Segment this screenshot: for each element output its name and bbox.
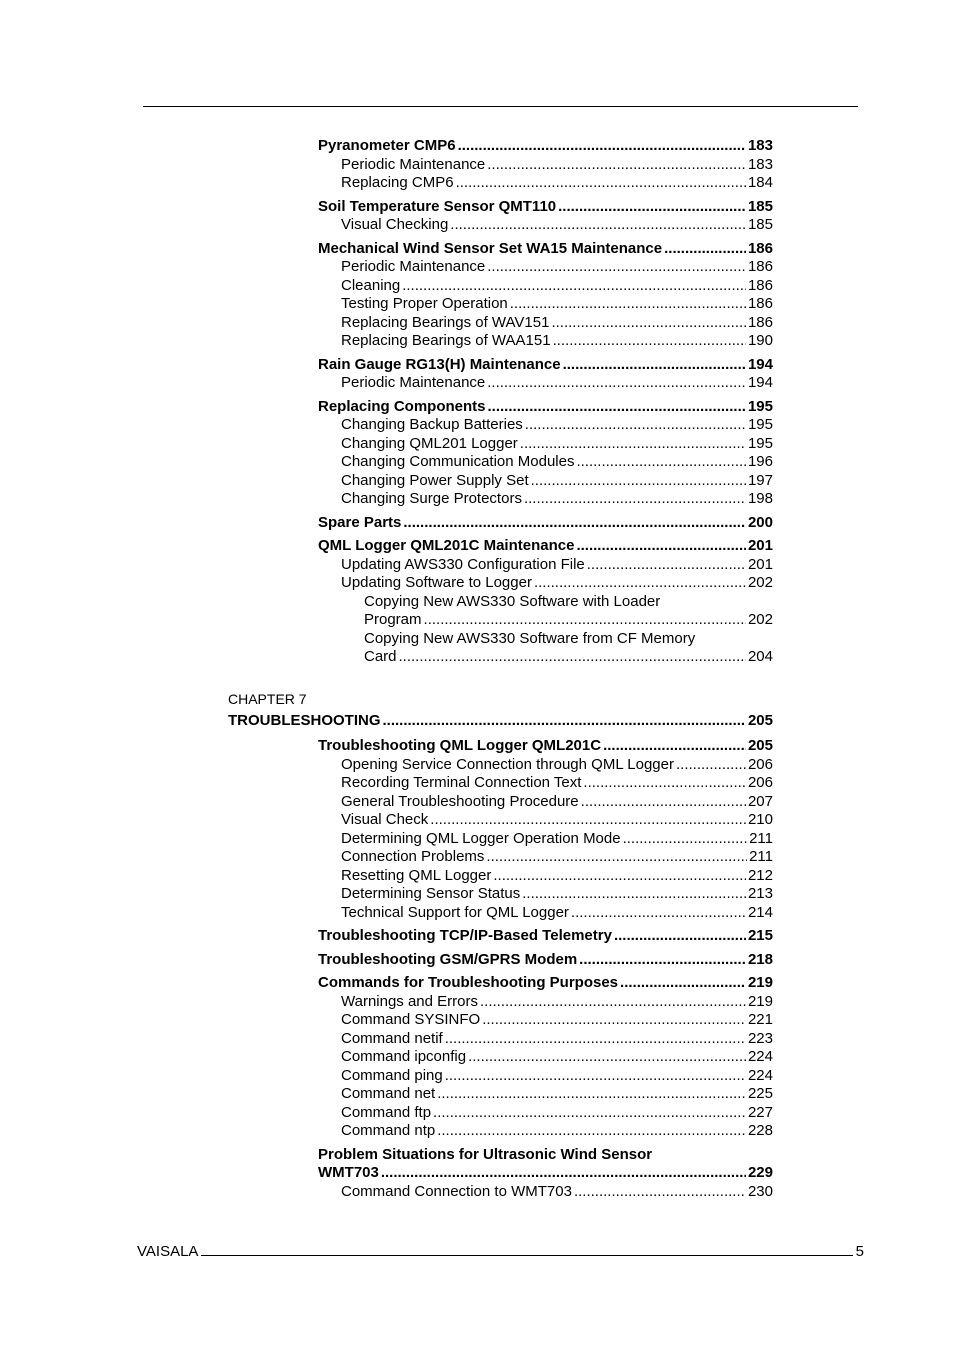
entry-title: Command ipconfig [341,1048,467,1065]
dot-leader [402,277,746,295]
dot-leader [430,811,746,829]
entry-title: Changing Backup Batteries [341,416,523,433]
entry-title: Technical Support for QML Logger [341,903,569,921]
entry-page: 229 [747,1164,773,1181]
dot-leader [587,556,746,574]
toc-section-line: Problem Situations for Ultrasonic Wind Sensor [318,1145,653,1163]
toc-section[interactable] [318,927,773,945]
toc-subsection[interactable] [341,774,773,792]
dot-leader [510,295,746,313]
dot-leader [488,398,746,416]
entry-title: Changing Surge Protectors [341,490,522,507]
entry-title: Visual Check [341,811,429,828]
dot-leader [551,314,746,332]
entry-page: 185 [747,197,773,215]
dot-leader [383,712,746,730]
dot-leader [524,490,746,508]
dot-leader [574,1183,746,1201]
toc-chapter[interactable] [228,712,773,730]
entry-page: 221 [747,1011,773,1028]
toc-subsection[interactable] [341,556,773,574]
entry-title: Determining QML Logger Operation Mode [341,829,621,847]
entry-page: 211 [749,829,773,847]
entry-title: Troubleshooting QML Logger QML201C [318,737,602,754]
toc-subsection[interactable] [341,1030,773,1048]
dot-leader [603,737,746,755]
toc-subsection[interactable] [341,453,773,471]
entry-page: 195 [747,416,773,433]
dot-leader [583,774,746,792]
entry-page: 195 [747,397,773,415]
dot-leader [664,240,746,258]
dot-leader [437,1122,746,1140]
toc-subsection[interactable] [341,277,773,295]
dot-leader [403,514,746,532]
entry-page: 213 [747,885,773,902]
entry-page: 202 [747,611,773,628]
entry-title: Spare Parts [318,513,402,531]
toc-section[interactable] [318,974,773,992]
toc-subsection[interactable] [341,1048,773,1066]
entry-title: Resetting QML Logger [341,866,492,884]
entry-page: 230 [747,1182,773,1200]
entry-title: Command ntp [341,1122,436,1139]
entry-page: 227 [747,1103,773,1121]
entry-page: 183 [747,155,773,173]
toc-section[interactable] [318,514,773,532]
toc-subsection[interactable] [341,435,773,453]
entry-page: 218 [747,950,773,968]
toc-subsection[interactable] [341,793,773,811]
dot-leader [433,1104,746,1122]
dot-leader [381,1164,746,1182]
dot-leader [445,1030,746,1048]
entry-page: 219 [747,974,773,991]
entry-page: 202 [747,574,773,591]
dot-leader [468,1048,746,1066]
toc-section[interactable] [318,198,773,216]
toc-section[interactable] [318,137,773,155]
toc-subsection[interactable] [341,1183,773,1201]
entry-title: Cleaning [341,276,401,294]
chapter-label: CHAPTER 7 [228,691,307,707]
toc-subsection[interactable] [341,216,773,234]
dot-leader [486,848,747,866]
entry-page: 195 [747,434,773,452]
entry-page: 224 [747,1048,773,1065]
toc-subsection[interactable] [341,472,773,490]
toc-section[interactable] [318,398,773,416]
toc-subsection[interactable] [341,1067,773,1085]
entry-title: Warnings and Errors [341,992,478,1010]
dot-leader [676,756,746,774]
toc-subsection[interactable] [341,416,773,434]
dot-leader [525,416,746,434]
entry-page: 205 [747,712,773,729]
entry-title: Troubleshooting GSM/GPRS Modem [318,950,578,968]
entry-title: Replacing Bearings of WAA151 [341,332,551,349]
dot-leader [531,472,746,490]
entry-title: Periodic Maintenance [341,155,486,173]
entry-title: Mechanical Wind Sensor Set WA15 Maintenance [318,239,663,257]
entry-title: Updating AWS330 Configuration File [341,555,585,573]
dot-leader [534,574,746,592]
entry-page: 214 [747,903,773,921]
toc-section[interactable] [318,951,773,969]
dot-leader [576,537,746,555]
entry-page: 186 [747,276,773,294]
dot-leader [579,951,746,969]
toc-section[interactable] [318,737,773,755]
entry-title: Changing Communication Modules [341,453,575,470]
toc-section[interactable] [318,1164,773,1182]
entry-title: Troubleshooting TCP/IP-Based Telemetry [318,927,612,944]
entry-title: Rain Gauge RG13(H) Maintenance [318,355,561,373]
entry-title: Changing QML201 Logger [341,434,518,452]
dot-leader [623,830,747,848]
entry-page: 184 [747,174,773,191]
entry-page: 225 [747,1085,773,1102]
dot-leader [487,258,746,276]
dot-leader [581,793,746,811]
entry-title: TROUBLESHOOTING [228,712,381,729]
entry-page: 206 [747,755,773,773]
footer-brand: VAISALA [137,1243,199,1260]
entry-title: Commands for Troubleshooting Purposes [318,974,619,991]
entry-title: Opening Service Connection through QML Logger [341,755,674,773]
toc-subsubsection-line: Copying New AWS330 Software from CF Memory [364,629,696,647]
entry-title: Command net [341,1085,436,1102]
entry-title: Program [364,611,422,628]
entry-title: General Troubleshooting Procedure [341,792,579,810]
dot-leader [493,867,746,885]
entry-title: Command netif [341,1029,443,1047]
toc-subsection[interactable] [341,993,773,1011]
entry-page: 228 [747,1122,773,1139]
entry-title: Command Connection to WMT703 [341,1182,572,1200]
dot-leader [437,1085,746,1103]
dot-leader [487,374,746,392]
toc-subsection[interactable] [341,1122,773,1140]
entry-page: 219 [747,992,773,1010]
toc-subsection[interactable] [341,867,773,885]
entry-page: 186 [747,258,773,275]
dot-leader [571,904,746,922]
dot-leader [480,993,746,1011]
entry-page: 194 [747,374,773,391]
dot-leader [620,974,746,992]
dot-leader [424,611,746,629]
entry-page: 215 [747,927,773,944]
dot-leader [399,648,746,666]
entry-page: 190 [747,332,773,349]
entry-page: 186 [747,313,773,331]
entry-title: Command SYSINFO [341,1011,481,1028]
entry-page: 185 [747,216,773,233]
entry-page: 212 [747,866,773,884]
toc-subsection[interactable] [341,295,773,313]
entry-page: 186 [747,295,773,312]
dot-leader [487,156,746,174]
dot-leader [563,356,746,374]
toc-subsubsection-line: Copying New AWS330 Software with Loader [364,592,661,610]
toc-section[interactable] [318,240,773,258]
entry-title: Recording Terminal Connection Text [341,774,582,791]
entry-title: Changing Power Supply Set [341,471,529,489]
dot-leader [614,927,746,945]
entry-title: Replacing Components [318,397,486,415]
toc-subsection[interactable] [341,1104,773,1122]
entry-page: 204 [747,648,773,665]
dot-leader [553,332,746,350]
dot-leader [458,137,746,155]
entry-title: Visual Checking [341,216,449,233]
toc-subsection[interactable] [341,490,773,508]
entry-page: 206 [747,774,773,791]
toc-subsection[interactable] [341,1085,773,1103]
header-rule [143,106,858,107]
dot-leader [450,216,746,234]
toc-subsection[interactable] [341,848,773,866]
entry-title: QML Logger QML201C Maintenance [318,537,575,554]
entry-title: Replacing CMP6 [341,174,454,191]
page-footer [137,1241,864,1259]
entry-page: 201 [747,555,773,573]
toc-subsubsection[interactable] [364,648,773,666]
entry-page: 205 [747,737,773,754]
entry-page: 207 [747,792,773,810]
entry-title: Testing Proper Operation [341,295,508,312]
entry-page: 211 [749,848,773,865]
toc-section[interactable] [318,356,773,374]
entry-title: Periodic Maintenance [341,258,486,275]
entry-title: WMT703 [318,1164,379,1181]
toc-section[interactable] [318,537,773,555]
entry-title: Periodic Maintenance [341,374,486,391]
entry-page: 186 [747,239,773,257]
entry-page: 210 [747,811,773,828]
dot-leader [522,885,746,903]
entry-page: 198 [747,490,773,507]
entry-title: Replacing Bearings of WAV151 [341,313,550,331]
entry-title: Updating Software to Logger [341,574,532,591]
dot-leader [445,1067,746,1085]
entry-title: Command ping [341,1066,443,1084]
entry-page: 197 [747,471,773,489]
toc-subsection[interactable] [341,756,773,774]
entry-page: 183 [747,137,773,154]
entry-page: 224 [747,1066,773,1084]
toc-subsection[interactable] [341,332,773,350]
toc-subsection[interactable] [341,811,773,829]
footer-rule [201,1241,852,1256]
toc-subsection[interactable] [341,574,773,592]
toc-subsection[interactable] [341,314,773,332]
entry-page: 223 [747,1029,773,1047]
entry-page: 201 [747,537,773,554]
dot-leader [558,198,746,216]
entry-title: Command ftp [341,1103,432,1121]
entry-title: Connection Problems [341,848,485,865]
dot-leader [576,453,746,471]
footer-page-number: 5 [855,1243,864,1260]
toc-subsubsection[interactable] [364,611,773,629]
toc-subsection[interactable] [341,830,773,848]
dot-leader [456,174,746,192]
entry-page: 196 [747,453,773,470]
dot-leader [520,435,746,453]
dot-leader [482,1011,746,1029]
toc-subsection[interactable] [341,258,773,276]
entry-page: 194 [747,355,773,373]
entry-title: Pyranometer CMP6 [318,137,456,154]
toc-subsection[interactable] [341,885,773,903]
toc-subsection[interactable] [341,374,773,392]
entry-title: Card [364,648,397,665]
toc-subsection[interactable] [341,904,773,922]
toc-subsection[interactable] [341,156,773,174]
toc-subsection[interactable] [341,1011,773,1029]
toc-subsection[interactable] [341,174,773,192]
entry-title: Determining Sensor Status [341,885,521,902]
entry-title: Soil Temperature Sensor QMT110 [318,197,557,215]
entry-page: 200 [747,513,773,531]
